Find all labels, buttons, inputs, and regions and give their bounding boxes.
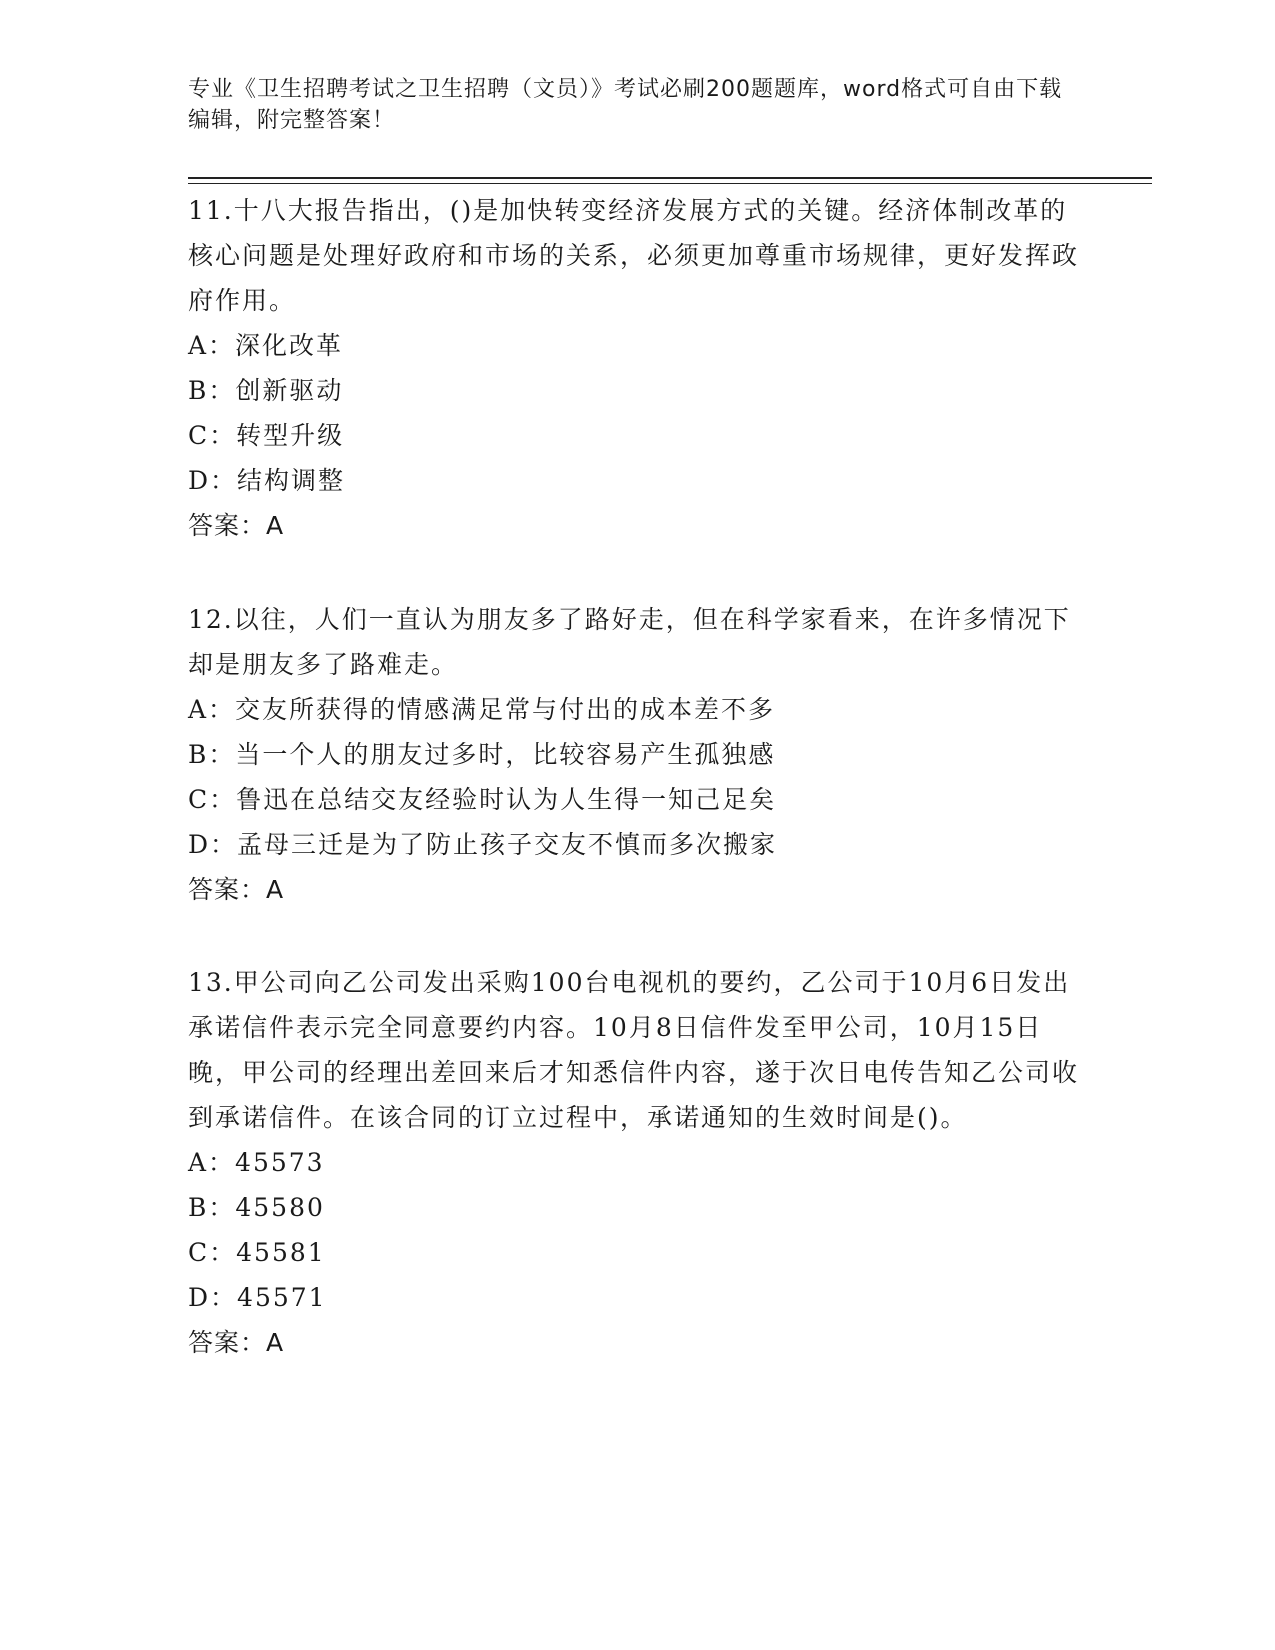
option-b: B：当一个人的朋友过多时，比较容易产生孤独感 bbox=[188, 740, 776, 769]
option-a: A：深化改革 bbox=[188, 331, 344, 360]
option-d: D：结构调整 bbox=[188, 466, 346, 495]
option-list bbox=[188, 323, 1088, 503]
option-d: D：孟母三迁是为了防止孩子交友不慎而多次搬家 bbox=[188, 830, 778, 859]
option-list bbox=[188, 687, 1088, 867]
question-13 bbox=[188, 960, 1088, 1365]
question-12 bbox=[188, 597, 1088, 912]
option-c: C：转型升级 bbox=[188, 421, 345, 450]
page-header: 专业《卫生招聘考试之卫生招聘（文员）》考试必刷200题题库，word格式可自由下载编辑，附完整答案！ bbox=[188, 77, 1063, 133]
answer-line: 答案：A bbox=[188, 875, 285, 904]
answer-line: 答案：A bbox=[188, 1328, 285, 1357]
header-divider-thin bbox=[188, 183, 1152, 184]
option-c: C：45581 bbox=[188, 1238, 326, 1267]
option-a: A：45573 bbox=[188, 1148, 325, 1177]
question-11 bbox=[188, 188, 1088, 548]
question-stem: 13.甲公司向乙公司发出采购100台电视机的要约，乙公司于10月6日发出承诺信件表示完全同意要约内容。10月8日信件发至甲公司，10月15日晚，甲公司的经理出差回来后才知悉信件内容，遂于次日电传告知乙公司收到承诺信件。在该合同的订立过程中，承诺通知的生效时间是()。 bbox=[188, 968, 1080, 1132]
question-stem: 12.以往，人们一直认为朋友多了路好走，但在科学家看来，在许多情况下却是朋友多了路难走。 bbox=[188, 605, 1071, 679]
option-b: B：45580 bbox=[188, 1193, 325, 1222]
option-list bbox=[188, 1140, 1088, 1320]
answer-line: 答案：A bbox=[188, 511, 285, 540]
header-divider-thick bbox=[188, 177, 1152, 179]
option-c: C：鲁迅在总结交友经验时认为人生得一知己足矣 bbox=[188, 785, 777, 814]
option-a: A：交友所获得的情感满足常与付出的成本差不多 bbox=[188, 695, 776, 724]
option-b: B：创新驱动 bbox=[188, 376, 344, 405]
option-d: D：45571 bbox=[188, 1283, 327, 1312]
question-stem: 11.十八大报告指出，()是加快转变经济发展方式的关键。经济体制改革的核心问题是处理好政府和市场的关系，必须更加尊重市场规律，更好发挥政府作用。 bbox=[188, 196, 1080, 315]
